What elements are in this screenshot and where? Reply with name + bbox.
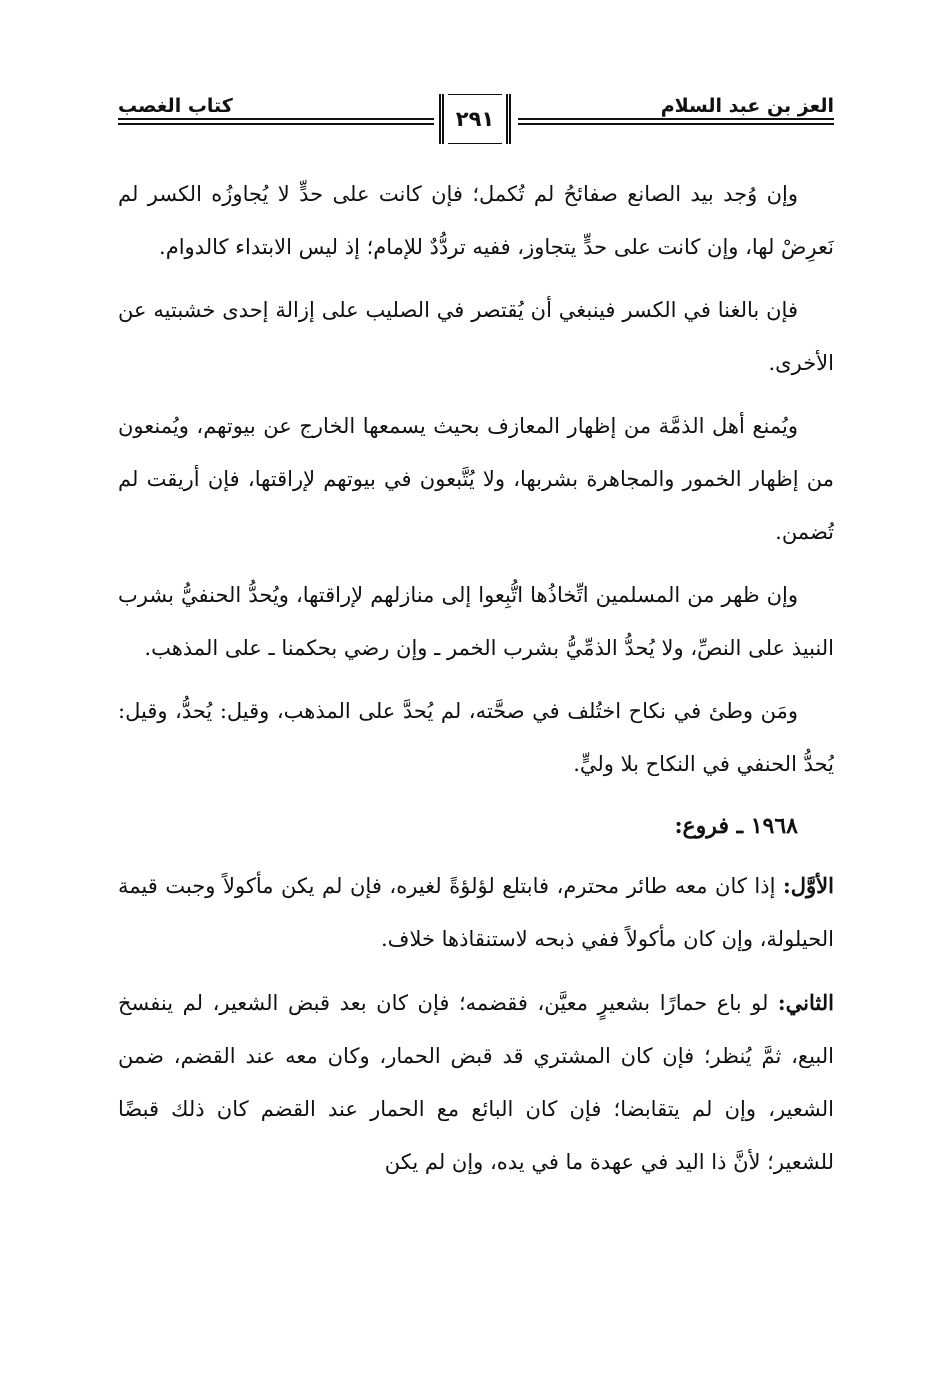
header-book-title: كتاب الغصب	[118, 95, 233, 117]
branch-lead: الأوَّل:	[783, 873, 834, 898]
branch-paragraph	[118, 976, 834, 1189]
header-rule	[118, 123, 434, 125]
header-rule	[518, 123, 834, 125]
paragraph: فإن بالغنا في الكسر فينبغي أن يُقتصر في الصليب على إزالة إحدى خشبتيه عن الأخرى.	[118, 298, 834, 375]
header-author: العز بن عبد السلام	[660, 95, 834, 117]
branch-lead: الثاني:	[777, 990, 834, 1015]
branch-text: إذا كان معه طائر محترم، فابتلع لؤلؤةً لغيره، فإن لم يكن مأكولاً وجبت قيمة الحيلولة، وإن كان مأكولاً ففي ذبحه لاستنقاذها خلاف.	[118, 874, 834, 951]
page-body	[118, 168, 834, 1358]
page-header	[118, 90, 834, 160]
section-heading: ١٩٦٨ ـ فروع:	[674, 813, 798, 839]
page-number-frame	[439, 94, 511, 144]
paragraph: ويُمنع أهل الذمَّة من إظهار المعازف بحيث يسمعها الخارج عن بيوتهم، ويُمنعون من إظهار الخمور والمجاهرة بشربها، ولا يُتَّبعون في بيوتهم لإراقتها، فإن أريقت لم تُضمن.	[118, 414, 834, 544]
header-rule	[518, 118, 834, 120]
page-number: ٢٩١	[455, 107, 495, 131]
paragraph: وإن وُجد بيد الصانع صفائحُ لم تُكمل؛ فإن كانت على حدٍّ لا يُجاوزُه الكسر لم نَعرِضْ لها، وإن كانت على حدٍّ يتجاوز، ففيه تردُّدٌ للإمام؛ إذ ليس الابتداء كالدوام.	[118, 182, 834, 259]
branch-text: لو باع حمارًا بشعيرٍ معيَّن، فقضمه؛ فإن كان بعد قبض الشعير، لم ينفسخ البيع، ثمَّ يُنظر؛ فإن كان المشتري قد قبض الحمار، وكان معه عند القضم، ضمن الشعير، وإن لم يتقابضا؛ فإن كان البائع مع الحمار عند القضم كان ذلك قبضًا للشعير؛ لأنَّ ذا اليد في عهدة ما في يده، وإن لم يكن	[118, 991, 834, 1174]
paragraph: وإن ظهر من المسلمين اتِّخاذُها اتُّبِعوا إلى منازلهم لإراقتها، ويُحدُّ الحنفيُّ بشرب النبيذ على النصِّ، ولا يُحدُّ الذمِّيُّ بشرب الخمر ـ وإن رضي بحكمنا ـ على المذهب.	[118, 583, 834, 660]
paragraph: ومَن وطئ في نكاح اختُلف في صحَّته، لم يُحدَّ على المذهب، وقيل: يُحدُّ، وقيل: يُحدُّ الحنفي في النكاح بلا وليٍّ.	[118, 699, 834, 776]
header-rule	[118, 118, 434, 120]
branch-paragraph	[118, 859, 834, 966]
